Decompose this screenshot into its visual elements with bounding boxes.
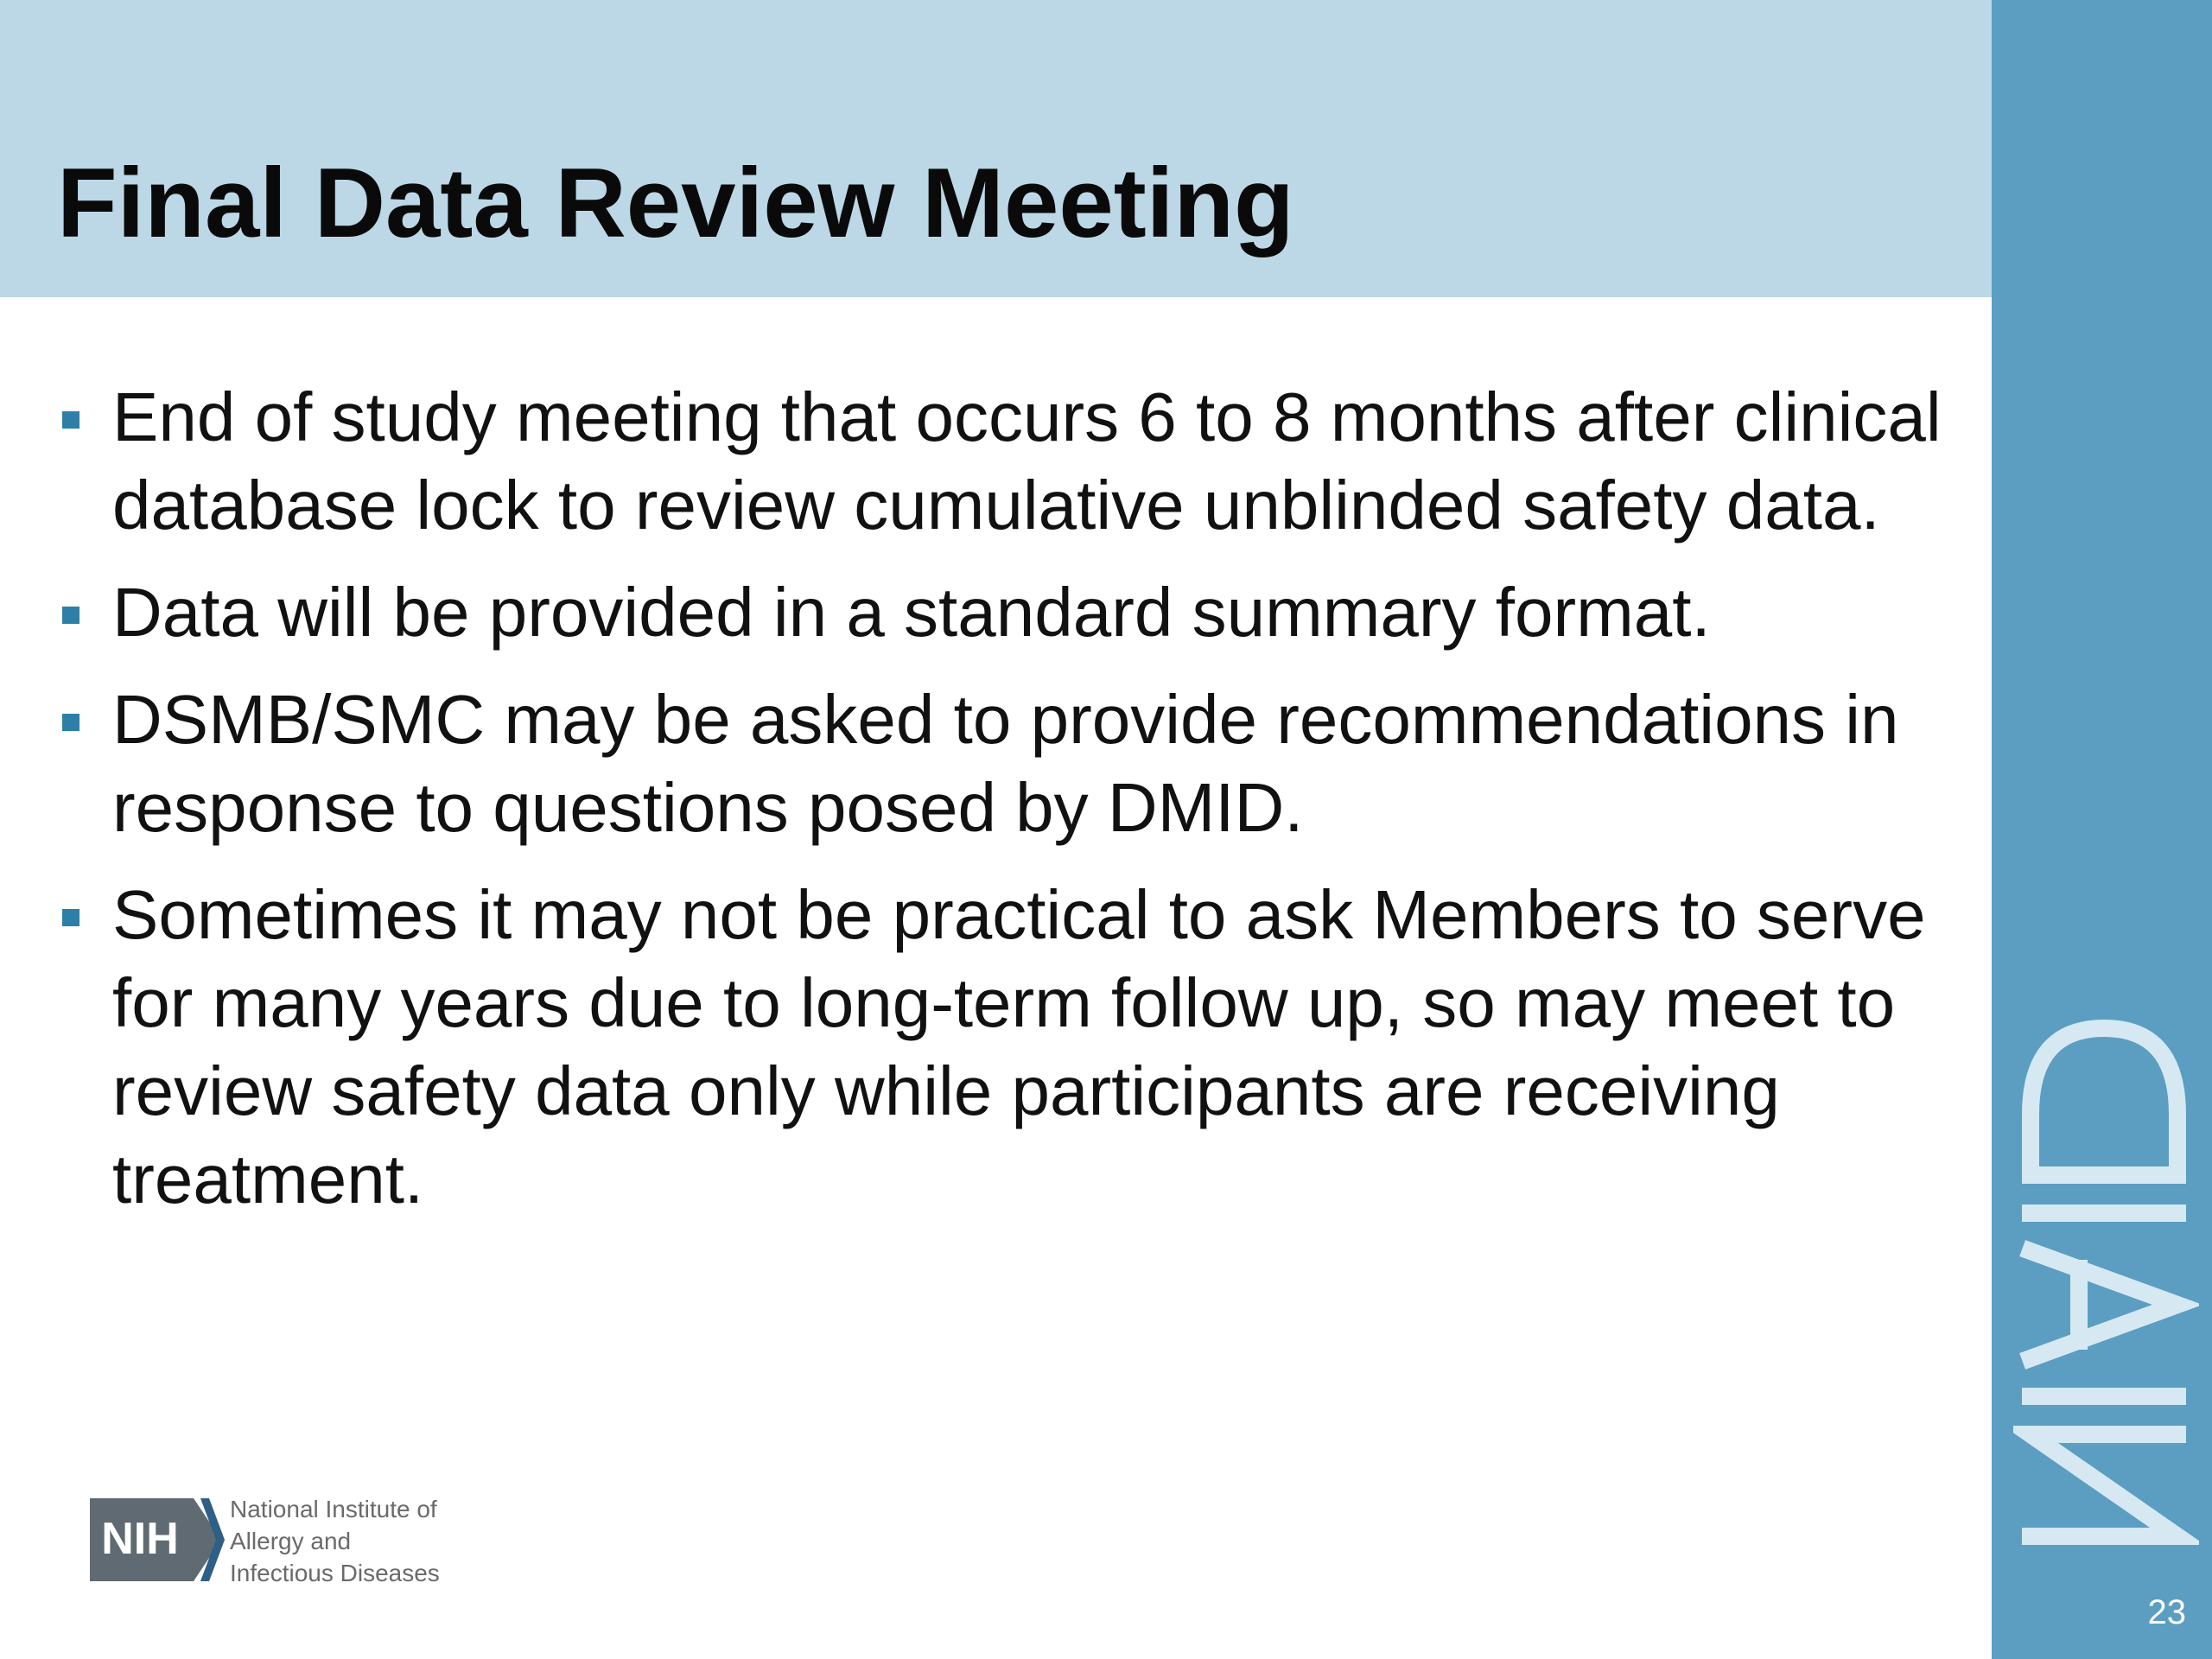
nih-badge-icon — [86, 1498, 225, 1581]
bullet-square-icon — [62, 411, 79, 429]
bullet-item — [59, 676, 1942, 852]
slide-title: Final Data Review Meeting — [57, 149, 1294, 258]
bullet-square-icon — [62, 909, 79, 926]
bullet-square-icon — [62, 607, 79, 624]
nih-line: Infectious Diseases — [230, 1560, 440, 1586]
bullet-list — [59, 373, 1942, 1243]
nih-line: Allergy and — [230, 1528, 352, 1554]
bullet-text: Sometimes it may not be practical to ask Members to serve for many years due to long-term follow up, so may meet to review safety data only while participants are receiving treatment. — [112, 876, 1926, 1217]
svg-text:NIH: NIH — [101, 1514, 179, 1564]
bullet-item — [59, 373, 1942, 550]
bullet-item — [59, 569, 1942, 657]
bullet-text: DSMB/SMC may be asked to provide recommendations in response to questions posed by DMID. — [112, 681, 1899, 846]
nih-line: National Institute of — [230, 1496, 437, 1522]
page-number: 23 — [2147, 1593, 2186, 1631]
bullet-square-icon — [62, 714, 79, 731]
nih-institute-name — [230, 1493, 440, 1589]
bullet-item — [59, 871, 1942, 1224]
niaid-logo — [2013, 994, 2199, 1547]
nih-logo — [86, 1493, 501, 1588]
bullet-text: Data will be provided in a standard summary format. — [112, 574, 1711, 651]
bullet-text: End of study meeting that occurs 6 to 8 months after clinical database lock to review cumulative unblinded safety data. — [112, 378, 1942, 543]
